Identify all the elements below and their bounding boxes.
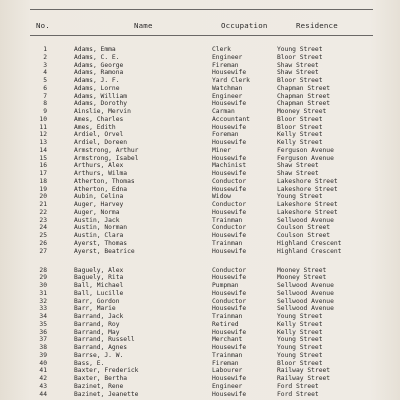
entry-residence: Coulson Street [277, 224, 331, 232]
entry-occupation: Engineer [212, 53, 243, 61]
entry-number: 7 [43, 92, 47, 100]
entry-residence: Mooney Street [277, 266, 327, 274]
entry-residence: Sellwood Avenue [277, 305, 334, 313]
entry-number: 23 [39, 216, 47, 224]
entry-residence: Mooney Street [277, 108, 327, 115]
entry-occupation: Housewife [212, 274, 247, 282]
entry-name: Ames, Charles [74, 115, 124, 123]
entry-residence: Highland Crescent [277, 247, 342, 255]
entry-occupation: Watchman [212, 84, 243, 92]
entry-residence: Kelly Street [277, 131, 323, 139]
entry-number: 21 [39, 201, 47, 208]
entry-number: 33 [39, 305, 47, 313]
entry-number: 15 [39, 154, 47, 162]
entry-name: Ball, Lucille [74, 289, 124, 297]
entry-number: 18 [39, 177, 47, 185]
entry-number: 9 [43, 108, 47, 115]
entry-residence: Lakeshore Street [277, 177, 338, 185]
entry-name: Auger, Norma [74, 208, 120, 216]
entry-residence: Shaw Street [277, 61, 319, 69]
header-name: Name [134, 21, 153, 30]
entry-number: 43 [39, 382, 47, 390]
entry-occupation: Clerk [212, 46, 231, 53]
entry-name: Aubin, Celina [74, 193, 124, 201]
entry-number: 29 [39, 274, 47, 282]
entry-residence: Sellwood Avenue [277, 282, 334, 289]
entry-occupation: Housewife [212, 69, 247, 77]
entry-occupation: Housewife [212, 247, 247, 255]
entry-name: Adams, George [74, 61, 124, 69]
entry-number: 17 [39, 170, 47, 177]
entry-number: 1 [43, 46, 47, 53]
entry-residence: Sellwood Avenue [277, 216, 334, 224]
entry-name: Atherton, Thomas [74, 177, 135, 185]
entry-occupation: Housewife [212, 139, 247, 146]
entry-residence: Kelly Street [277, 328, 323, 336]
entry-number: 11 [39, 123, 47, 131]
list-item [0, 248, 400, 256]
entry-number: 36 [39, 328, 47, 336]
entry-name: Baxter, Bertha [74, 375, 128, 382]
entry-name: Adams, Ramona [74, 69, 124, 77]
entry-residence: Lakeshore Street [277, 185, 338, 193]
entry-name: Baguely, Rita [74, 274, 124, 282]
entry-number: 32 [39, 297, 47, 305]
entry-occupation: Miner [212, 146, 231, 154]
entry-name: Atherton, Edna [74, 185, 128, 193]
entry-number: 20 [39, 193, 47, 201]
entry-residence: Bloor Street [277, 359, 323, 367]
entry-occupation: Trainman [212, 351, 243, 359]
entry-residence: Young Street [277, 344, 323, 351]
entry-occupation: Retired [212, 320, 239, 328]
entry-occupation: Housewife [212, 344, 247, 351]
entry-name: Armstrong, Arthur [74, 146, 139, 154]
entry-number: 13 [39, 139, 47, 146]
entry-number: 35 [39, 320, 47, 328]
entry-occupation: Pumpman [212, 282, 239, 289]
entry-name: Barrand, Agnes [74, 344, 128, 351]
entry-number: 34 [39, 313, 47, 320]
entry-number: 14 [39, 146, 47, 154]
entry-residence: Young Street [277, 313, 323, 320]
entry-name: Adams, J. F. [74, 77, 120, 84]
entry-residence: Lakeshore Street [277, 208, 338, 216]
entry-number: 10 [39, 115, 47, 123]
entry-name: Ardiel, Orvel [74, 131, 124, 139]
entry-occupation: Conductor [212, 297, 247, 305]
entry-occupation: Housewife [212, 154, 247, 162]
entry-number: 41 [39, 367, 47, 375]
entry-name: Ames, Edith [74, 123, 116, 131]
entry-residence: Bloor Street [277, 115, 323, 123]
entry-residence: Railway Street [277, 375, 331, 382]
entry-residence: Young Street [277, 193, 323, 201]
entry-residence: Young Street [277, 351, 323, 359]
entry-name: Armstrong, Isabel [74, 154, 139, 162]
entry-residence: Shaw Street [277, 162, 319, 170]
entry-residence: Bloor Street [277, 77, 323, 84]
entry-name: Auger, Harvey [74, 201, 124, 208]
entry-residence: Bloor Street [277, 123, 323, 131]
entry-occupation: Housewife [212, 123, 247, 131]
entry-occupation: Conductor [212, 266, 247, 274]
entry-occupation: Housewife [212, 390, 247, 398]
entry-number: 28 [39, 266, 47, 274]
entry-residence: Railway Street [277, 367, 331, 375]
entry-name: Adams, William [74, 92, 128, 100]
entry-residence: Chapman Street [277, 100, 331, 108]
entry-residence: Chapman Street [277, 92, 331, 100]
entry-number: 6 [43, 84, 47, 92]
entry-occupation: Housewife [212, 232, 247, 239]
entry-name: Baxter, Frederick [74, 367, 139, 375]
entry-number: 8 [43, 100, 47, 108]
entry-occupation: Yard Clerk [212, 77, 250, 84]
entry-number: 27 [39, 247, 47, 255]
entry-residence: Highland Crescent [277, 239, 342, 247]
entry-residence: Chapman Street [277, 84, 331, 92]
list-item [0, 391, 400, 399]
entry-number: 19 [39, 185, 47, 193]
entry-number: 16 [39, 162, 47, 170]
entry-residence: Ford Street [277, 382, 319, 390]
entry-name: Adams, C. E. [74, 53, 120, 61]
entry-residence: Lakeshore Street [277, 201, 338, 208]
entry-occupation: Labourer [212, 367, 243, 375]
entry-occupation: Engineer [212, 92, 243, 100]
entry-residence: Ferguson Avenue [277, 154, 334, 162]
entry-occupation: Trainman [212, 313, 243, 320]
entry-number: 39 [39, 351, 47, 359]
entry-occupation: Conductor [212, 177, 247, 185]
entry-occupation: Housewife [212, 375, 247, 382]
entry-name: Barrand, Russell [74, 336, 135, 344]
entry-occupation: Widow [212, 193, 231, 201]
header-no: No. [36, 21, 50, 30]
entry-name: Adams, Lorne [74, 84, 120, 92]
entry-residence: Young Street [277, 46, 323, 53]
entry-name: Bass, E. [74, 359, 105, 367]
entry-name: Arthurs, Wilma [74, 170, 128, 177]
entry-number: 42 [39, 375, 47, 382]
entry-residence: Kelly Street [277, 320, 323, 328]
entry-name: Austin, Clara [74, 232, 124, 239]
entry-occupation: Housewife [212, 328, 247, 336]
entry-occupation: Carman [212, 108, 235, 115]
entry-occupation: Machinist [212, 162, 247, 170]
entry-residence: Kelly Street [277, 139, 323, 146]
entry-number: 3 [43, 61, 47, 69]
entry-number: 5 [43, 77, 47, 84]
entry-residence: Ferguson Avenue [277, 146, 334, 154]
entry-occupation: Accountant [212, 115, 250, 123]
entry-name: Bazinet, Jeanette [74, 390, 139, 398]
entry-occupation: Fireman [212, 61, 239, 69]
entry-name: Bazinet, Rene [74, 382, 124, 390]
entry-number: 24 [39, 224, 47, 232]
entry-residence: Bloor Street [277, 53, 323, 61]
entry-occupation: Conductor [212, 224, 247, 232]
entry-occupation: Housewife [212, 208, 247, 216]
entry-number: 38 [39, 344, 47, 351]
entry-number: 2 [43, 53, 47, 61]
entry-name: Ardiel, Doreen [74, 139, 128, 146]
entry-number: 12 [39, 131, 47, 139]
entry-occupation: Engineer [212, 382, 243, 390]
entry-residence: Coulson Street [277, 232, 331, 239]
entry-residence: Mooney Street [277, 274, 327, 282]
entry-name: Barrse, J. W. [74, 351, 124, 359]
entry-number: 31 [39, 289, 47, 297]
entry-occupation: Trainman [212, 216, 243, 224]
entry-occupation: Housewife [212, 305, 247, 313]
entry-name: Adams, Dorothy [74, 100, 128, 108]
entry-number: 22 [39, 208, 47, 216]
entry-name: Ball, Michael [74, 282, 124, 289]
entry-number: 44 [39, 390, 47, 398]
entry-number: 40 [39, 359, 47, 367]
header-occupation: Occupation [221, 21, 268, 30]
entry-number: 25 [39, 232, 47, 239]
entry-number: 26 [39, 239, 47, 247]
entry-name: Adams, Emma [74, 46, 116, 53]
entry-occupation: Fireman [212, 359, 239, 367]
entry-occupation: Housewife [212, 100, 247, 108]
entry-number: 30 [39, 282, 47, 289]
entry-name: Barr, Marie [74, 305, 116, 313]
entry-residence: Shaw Street [277, 170, 319, 177]
entry-occupation: Trainman [212, 239, 243, 247]
entry-name: Austin, Norman [74, 224, 128, 232]
entry-occupation: Housewife [212, 170, 247, 177]
entry-name: Ayerst, Thomas [74, 239, 128, 247]
entry-residence: Sellwood Avenue [277, 297, 334, 305]
header-residence: Residence [296, 21, 338, 30]
entry-residence: Shaw Street [277, 69, 319, 77]
entry-name: Austin, Jack [74, 216, 120, 224]
entry-occupation: Housewife [212, 185, 247, 193]
entry-name: Ainslie, Mervin [74, 108, 131, 115]
entry-residence: Sellwood Avenue [277, 289, 334, 297]
entry-residence: Young Street [277, 336, 323, 344]
entry-name: Arthurs, Alex [74, 162, 124, 170]
entry-name: Ayerst, Beatrice [74, 247, 135, 255]
entry-occupation: Foreman [212, 131, 239, 139]
entry-occupation: Conductor [212, 201, 247, 208]
entry-number: 37 [39, 336, 47, 344]
entry-occupation: Housewife [212, 289, 247, 297]
entry-name: Barrand, May [74, 328, 120, 336]
entry-residence: Ford Street [277, 390, 319, 398]
entry-name: Baguely, Alex [74, 266, 124, 274]
entry-number: 4 [43, 69, 47, 77]
entry-name: Barrand, Jack [74, 313, 124, 320]
entry-occupation: Merchant [212, 336, 243, 344]
entry-name: Barrand, Roy [74, 320, 120, 328]
entry-name: Barr, Gordon [74, 297, 120, 305]
